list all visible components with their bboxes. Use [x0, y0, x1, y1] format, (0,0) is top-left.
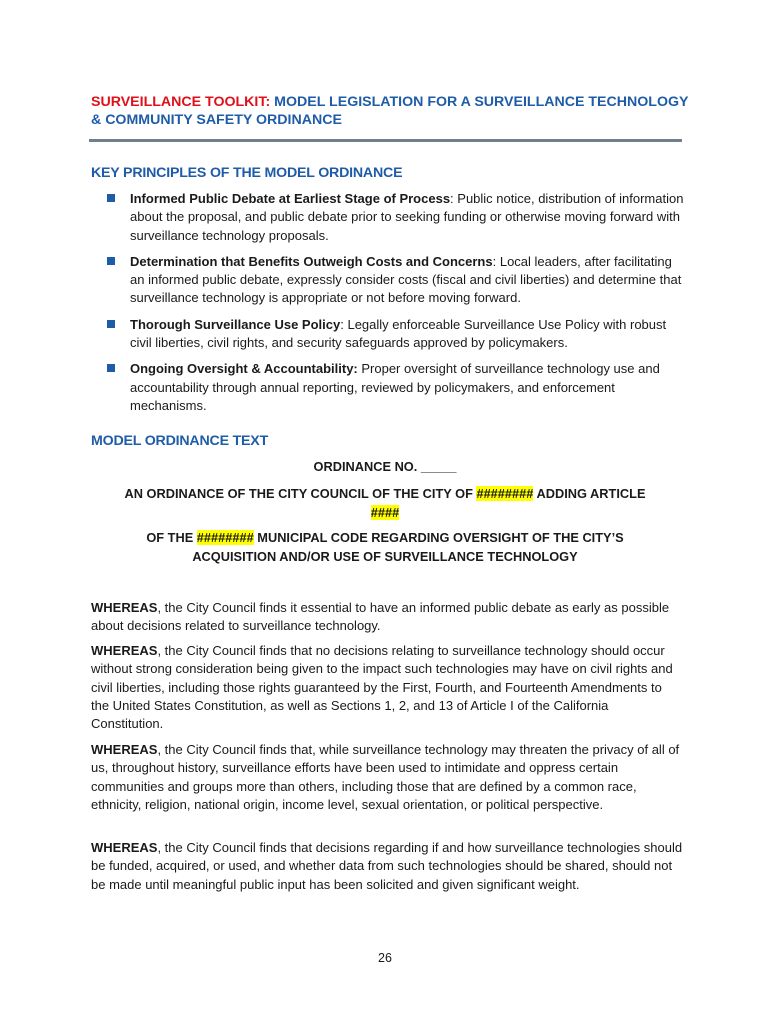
principle-text: : Legally enforceable Surveillance Use Policy with robust civil liberties, civil rights, and security safeguards approved by policymakers.	[130, 316, 667, 351]
toolkit-label: SURVEILLANCE TOOLKIT:	[91, 94, 271, 110]
model-ordinance-heading: MODEL ORDINANCE TEXT	[91, 433, 269, 449]
square-bullet-icon	[107, 257, 115, 265]
article-placeholder: ####	[370, 504, 400, 520]
principle-title: Ongoing Oversight & Accountability:	[130, 361, 358, 377]
square-bullet-icon	[107, 194, 115, 202]
principle-text: Proper oversight of surveillance technology use and accountability through annual reporting, reviewed by policymakers, and enforcement mechanisms.	[130, 361, 660, 413]
list-item	[106, 360, 686, 415]
ordinance-title-text: ADDING ARTICLE	[533, 486, 646, 501]
key-principles-list	[106, 190, 686, 423]
ordinance-title-text: ACQUISITION AND/OR USE OF SURVEILLANCE TECHNOLOGY	[192, 548, 578, 564]
whereas-text: , the City Council finds that, while surveillance technology may threaten the privacy of all of us, throughout history, surveillance efforts have been used to intimidate and oppress certain communities and groups more than others, including those that are defined by a common race, ethnicity, religion, national origin, income level, sexual orientation, or political perspective.	[91, 742, 680, 812]
whereas-label: WHEREAS	[91, 643, 158, 658]
principle-text: : Local leaders, after facilitating an informed public debate, expressly consider costs (fiscal and civil liberties) and determine that surveillance technology is appropriate or not before moving forward.	[130, 253, 682, 306]
document-header	[91, 93, 691, 129]
whereas-label: WHEREAS	[91, 600, 158, 615]
ordinance-title-1	[85, 485, 685, 522]
key-principles-heading: KEY PRINCIPLES OF THE MODEL ORDINANCE	[91, 165, 403, 181]
code-placeholder: ########	[196, 530, 254, 545]
ordinance-title-text: MUNICIPAL CODE REGARDING OVERSIGHT OF THE CITY’S	[253, 530, 624, 545]
whereas-text: , the City Council finds that no decisions relating to surveillance technology should occur without strong consideration being given to the impact such technologies may have on civil rights and civil liberties, including those rights guaranteed by the First, Fourth, and Fourteenth Amendments to the United States Constitution, as well as Sections 1, 2, and 13 of Article I of the California Constitution.	[91, 643, 673, 732]
whereas-paragraph	[91, 839, 683, 894]
ordinance-title-text: OF THE	[146, 530, 197, 545]
whereas-label: WHEREAS	[91, 742, 158, 757]
whereas-text: , the City Council finds that decisions regarding if and how surveillance technologies should be funded, acquired, or used, and whether data from such technologies should be shared, should not be made until meaningful public input has been solicited and given significant weight.	[91, 840, 683, 892]
square-bullet-icon	[107, 320, 115, 328]
list-item	[106, 316, 686, 353]
principle-title: Thorough Surveillance Use Policy	[130, 316, 341, 332]
principle-text: : Public notice, distribution of information about the proposal, and public debate prior to seeking funding or otherwise moving forward with surveillance technology proposals.	[130, 191, 684, 243]
whereas-label: WHEREAS	[91, 840, 158, 855]
whereas-paragraph	[91, 599, 683, 636]
principle-title: Informed Public Debate at Earliest Stage of Process	[130, 191, 451, 206]
principle-title: Determination that Benefits Outweigh Costs and Concerns	[130, 253, 493, 269]
list-item	[106, 253, 686, 308]
ordinance-number: ORDINANCE NO. _____	[313, 459, 457, 474]
ordinance-title-2	[85, 529, 685, 566]
whereas-paragraph	[91, 741, 683, 814]
whereas-paragraph	[91, 642, 683, 733]
city-placeholder: ########	[476, 486, 534, 501]
document-title: MODEL LEGISLATION FOR A SURVEILLANCE TECHNOLOGY & COMMUNITY SAFETY ORDINANCE	[91, 94, 689, 128]
ordinance-title-text: AN ORDINANCE OF THE CITY COUNCIL OF THE CITY OF	[124, 486, 477, 501]
page-number: 26	[378, 951, 392, 965]
whereas-text: , the City Council finds it essential to have an informed public debate as early as possible about decisions related to surveillance technology.	[91, 600, 670, 634]
list-item	[106, 190, 686, 245]
header-divider	[89, 139, 682, 142]
square-bullet-icon	[107, 364, 115, 372]
